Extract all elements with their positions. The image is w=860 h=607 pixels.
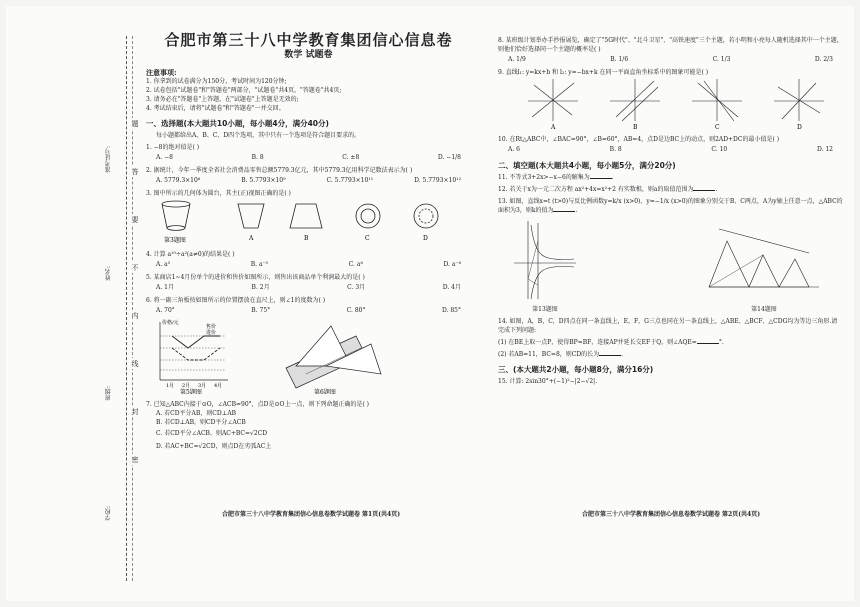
note-item: 1. 你拿到的试卷满分为150分，考试时间为120分钟; [146,78,287,85]
section-two-heading: 二、填空题(本大题共4小题，每小题5分，满分20分) [498,161,676,170]
exam-title: 合肥市第三十八中学教育集团信心信息卷 [164,31,453,49]
question-12: 12. 若关于x为一元二次方程 ax²+4x=x²+2 有实数根，则a的取值范围为 . [498,186,718,193]
frustum-solid [162,201,190,230]
page-one [146,31,471,451]
q9-label-a: A [551,124,556,129]
option: B. 1/6 [610,56,629,63]
q3-caption: 第3题图 [164,237,186,244]
q2-options [146,175,471,186]
class-field: 班级: [105,386,112,401]
q9-graph-a [528,79,578,121]
option: D. 12 [816,146,833,153]
sell-price-line [172,336,220,348]
triangle-ruler-figure [286,326,381,388]
section-one-desc: 每小题都给出A、B、C、D四个选项，其中只有一个选项是符合题目要求的。 [156,132,361,139]
option: C. ±8 [342,154,360,161]
question-6: 6. 将一副三角板按如图所示的位置摆放在直尺上，则∠1的度数为( ) [146,297,326,304]
option: D. a⁻⁸ [443,261,461,268]
option: B. a⁻⁵ [250,261,269,268]
school-field: 学校: [105,506,112,521]
option: A. −8 [156,154,173,161]
section-three-heading: 三、(本大题共2小题，每小题8分，满分16分) [498,365,654,374]
q9-graph-b [610,79,660,121]
legend-cost: 进价 [206,330,217,336]
option-c-rings [356,204,380,228]
answer-blank[interactable] [693,190,715,191]
option: D. 5.7793×10¹² [414,177,461,184]
option: B. 75° [251,307,271,314]
cost-price-line [172,348,220,360]
q8-options [498,54,843,65]
q9-label-c: C [715,124,720,129]
seal-word: 要 [131,216,139,223]
exam-subtitle: 数学 试题卷 [284,50,333,60]
q11-text: 11. 不等式3+2x>−x−6的解集为 [498,174,590,181]
q3-label-c: C [365,235,370,242]
option: C. 5.7793×10¹¹ [326,177,374,184]
question-13: 13. 如图，直线x=t (t>0)与反比例函数y=k/x (x>0)、y=−1/x (x>0)的图象分别交于B、C两点，A为y轴上任意一点，△ABC的面积为3，则k的值为 . [498,198,843,214]
q12-text: 12. 若关于x为一元二次方程 ax²+4x=x²+2 有实数根，则a的取值范围为 [498,186,694,193]
q4-options [146,259,471,270]
q6-options [146,305,471,316]
q10-options [498,144,843,155]
option: C. 80° [346,307,366,314]
question-14: 14. 如图，A，B，C，D四点在同一条直线上，E，F，G三点也同在另一条直线上，△ABE、△BCF、△CDG均为等边三角形.请完成下列问题: [498,318,838,334]
q9-graph-c [692,79,742,121]
q14-figure [689,219,839,305]
question-4: 4. 计算 a¹⁰÷a²(a≠0)的结果是( ) [146,251,235,258]
seal-word: 内 [131,312,139,319]
answer-blank[interactable] [553,211,575,212]
option: C. 3月 [347,284,366,291]
q3-label-a: A [249,235,254,242]
option: A. a⁵ [156,261,171,268]
option: A. 6 [508,146,520,153]
question-9: 9. 直线l₁: y=kx+b 和 l₂: y=−bx+k 在同一平面直角坐标系中的图象可能是( ) [498,69,709,76]
name-field: 姓名: [105,266,112,281]
legend-sell: 售价 [206,324,217,330]
section-one-heading: 一、选择题(本大题共10小题，每小题4分，满分40分) [146,119,329,128]
option: B. 若CD⊥AB，则CD平分∠ACB [156,419,246,426]
option: B. 5.7793×10⁹ [241,177,286,184]
option-a-trapezoid [238,204,264,228]
option: C. 若CD平分∠ACB，则AC+BC=√2CD [156,430,268,437]
option: C. a⁸ [348,261,363,268]
month-label: 3月 [198,383,207,389]
option: A. 1/9 [508,56,526,63]
seal-word: 封 [131,408,139,415]
question-5: 5. 某商店1~4月份单个的进价和售价如图所示，则售出该商品单个利润最大的是( ) [146,274,365,281]
question-10: 10. 在Rt△ABC中，∠BAC=90°，∠B=60°，AB=4，点D是边BC上的动点，则2AD+DC的最小值是( ) [498,136,780,143]
option: B. 8 [609,146,622,153]
binding-strip [14,36,124,581]
question-11: 11. 不等式3+2x>−x−6的解集为 . [498,174,614,181]
page-one-footer: 合肥市第三十八中学教育集团信心信息卷数学试题卷 第1页(共4页) [221,511,401,518]
question-3: 3. 图中所示的几何体为圆台，其主(正)视图正确的是( ) [146,190,291,197]
option: C. 10 [711,146,728,153]
q5-caption: 第5题图 [180,389,202,394]
q5-q6-figures [146,316,471,394]
q14-2-text: (2) 若AB=11，BC=8，则CD的长为 [498,351,600,358]
q3-label-b: B [304,235,309,242]
q9-label-d: D [797,124,802,129]
seal-word: 不 [131,264,139,271]
seal-line [126,36,127,581]
option: D. 若AC+BC=√2CD，则点D在劣弧AC上 [156,443,272,450]
note-item: 2. 试卷包括"试题卷"和"答题卷"两部分，"试题卷"共4页，"答题卷"共4页; [146,87,342,94]
seal-word: 密 [131,456,139,463]
q14-1-text: (1) 在BE上取一点P，使得BP=BF，连接AP并延长交EF于Q，则∠AQE= [498,339,697,346]
option: A. 1月 [156,284,174,291]
q3-figure [146,198,471,244]
q1-options [146,152,471,163]
q14-part-2: (2) 若AB=11，BC=8，则CD的长为 . [498,351,624,358]
month-label: 4月 [214,383,223,389]
q13-caption: 第13题图 [532,306,558,313]
q13-q14-captions [510,305,839,314]
option: B. 8 [251,154,264,161]
q5-options [146,282,471,293]
question-2: 2. 据统计，今年一季度全省社会消费品零售总额5779.3亿元，其中5779.3亿用科学记数法表示为( ) [146,167,413,174]
answer-blank[interactable] [590,178,612,179]
page-two-footer: 合肥市第三十八中学教育集团信心信息卷数学试题卷 第2页(共4页) [581,511,761,518]
q14-1-unit: °. [718,339,724,346]
price-chart [160,322,228,380]
option-b-trapezoid [290,204,322,228]
q14-caption: 第14题图 [751,306,777,313]
q13-figure [510,219,580,305]
option: B. 2月 [251,284,270,291]
note-item: 3. 请务必在"答题卷"上答题，在"试题卷"上答题是无效的; [146,96,299,103]
q9-figures [498,77,843,129]
month-label: 1月 [166,383,175,389]
q6-caption: 第6题图 [314,389,336,394]
option: D. −1/8 [437,154,461,161]
option: C. 1/3 [712,56,731,63]
q14-part-1 [498,338,843,347]
q3-label-d: D [423,235,428,242]
q9-label-b: B [633,124,638,129]
chart-y-label: 价格/元 [162,320,179,326]
q9-graph-d [774,79,824,121]
question-8: 8. 某班级计划举办手抄报展览，确定了"5G时代"、"北斗卫星"、"高铁速度"三个主题，若小明和小亮每人随机选择其中一个主题，则他们恰好选择同一个主题的概率是( ) [498,37,843,53]
option: A. 若CD平分AB，则CD⊥AB [156,410,237,417]
seal-word: 线 [131,360,139,367]
q7-options [146,409,471,451]
page-two [498,36,843,386]
option-d-rings [414,204,438,228]
question-7: 7. 已知△ABC内接于⊙O，∠ACB=90°，点D是⊙O上一点，则下列命题正确的是( ) [146,401,370,408]
note-item: 4. 考试结束后，请将"试题卷"和"答题卷"一并交回。 [146,105,285,112]
notes-heading: 注意事项: [146,68,177,77]
seal-word: 题 [131,120,139,127]
question-15: 15. 计算: 2sin30°+(−1)²−|2−√2|. [498,378,598,385]
question-1: 1. −8的绝对值是( ) [146,144,200,151]
option: A. 70° [156,307,175,314]
q13-q14-figures [510,219,839,305]
q13-text: 13. 如图，直线x=t (t>0)与反比例函数y=k/x (x>0)、y=−1/x (x>0)的图象分别交于B、C两点，A为y轴上任意一点，△ABC的面积为3，则k的值为 [498,198,843,214]
option: D. 4月 [442,284,461,291]
option: A. 5779.3×10⁸ [156,177,201,184]
answer-blank[interactable] [599,355,621,356]
option: D. 2/3 [814,56,833,63]
exam-number-field: 准考证号: [105,146,112,173]
seal-word: 答 [131,168,139,175]
option: D. 85° [441,307,461,314]
month-label: 2月 [182,383,191,389]
exam-sheet [6,6,854,601]
answer-blank[interactable] [697,343,719,344]
